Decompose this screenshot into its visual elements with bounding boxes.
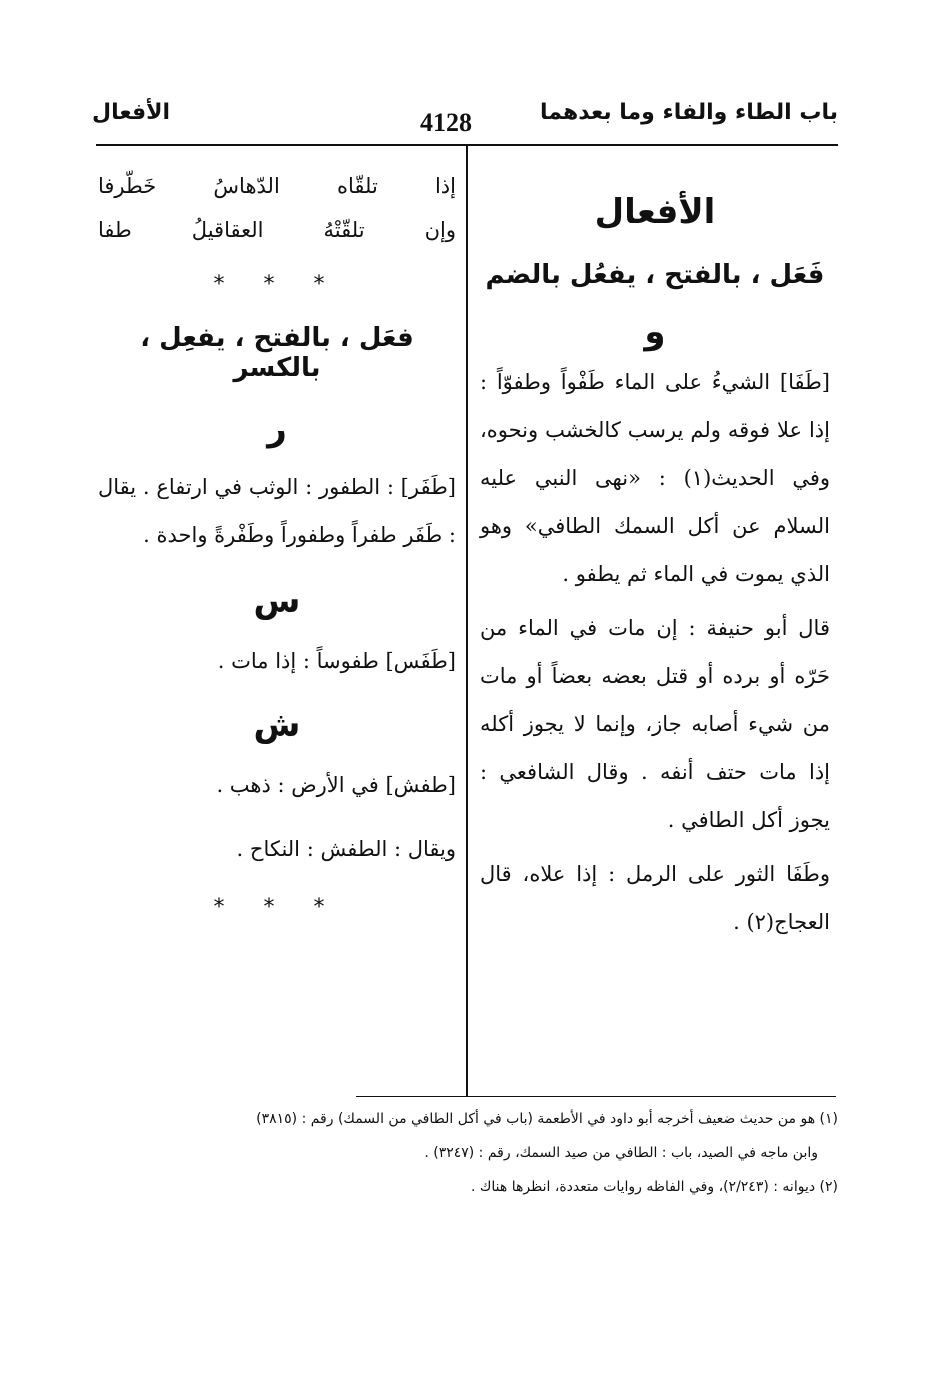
verse-line-1: إذا تلقّاه الدّهاسُ خَطّرفا [98,174,456,198]
letter-heading-shin: ش [253,705,301,745]
pattern-title: فعَل ، بالفتح ، يفعِل ، بالكسر [140,323,414,383]
entry-tafash-nikah: ويقال : الطفش : النكاح . [236,837,456,861]
running-head-chapter: باب الطاء والفاء وما بعدهما [539,100,838,125]
verse-line-2: وإن تلقّتْهُ العقاقيلُ طفا [98,218,456,242]
footnote-1: (١) هو من حديث ضعيف أخرجه أبو داود في الأطعمة (باب في أكل الطافي من السمك) رقم : (٣٨١٥) [256,1111,838,1127]
footnote-rule [356,1096,836,1097]
pattern-title: فَعَل ، بالفتح ، يفعُل بالضم [485,260,825,290]
footnote-1-continued: وابن ماجه في الصيد، باب : الطافي من صيد السمك، رقم : (٣٢٤٧) . [424,1145,818,1161]
entry-tafash: [طفش] في الأرض : ذهب . [216,773,456,797]
section-separator: * * * [213,272,341,297]
footnote-2: (٢) ديوانه : (٢/٢٤٣)، وفي الفاظه روايات متعددة، انظرها هناك . [470,1179,838,1195]
running-head-section: الأفعال [92,100,171,125]
entry-tafa-thawr: وطَفَا الثور على الرمل : إذا علاه، قال العجاج(٢) . [480,862,830,934]
section-title: الأفعال [594,192,716,232]
section-separator: * * * [213,895,341,920]
letter-heading-ra: ر [267,409,287,449]
entry-tafas: [طَفَس] طفوساً : إذا مات . [217,649,456,673]
letter-heading-sin: س [253,581,301,621]
entry-tafar: [طَفَر] : الطفور : الوثب في ارتفاع . يقال : طَفَر طفراً وطفوراً وطَفْرةً واحدة . [98,475,456,547]
entry-abu-hanifa: قال أبو حنيفة : إن مات في الماء من حَرّه أو برده أو قتل بعضه بعضاً أو مات من شيء أصابه جاز، وإنما لا يجوز أكله إذا مات حتف أنفه . وقال الشافعي : يجوز أكل الطافي . [480,616,830,832]
left-column [98,150,456,920]
entry-tafa: [طَفَا] الشيءُ على الماء طَفْواً وطفوّاً : إذا علا فوقه ولم يرسب كالخشب ونحوه، وفي الحديث(١) : «نهى النبي عليه السلام عن أكل السمك الطافي» وهو الذي يموت في الماء ثم يطفو . [480,370,830,586]
page-number: 4128 [420,108,472,137]
letter-heading-waw: و [644,312,666,352]
right-column [480,150,830,946]
column-divider [466,146,468,1096]
